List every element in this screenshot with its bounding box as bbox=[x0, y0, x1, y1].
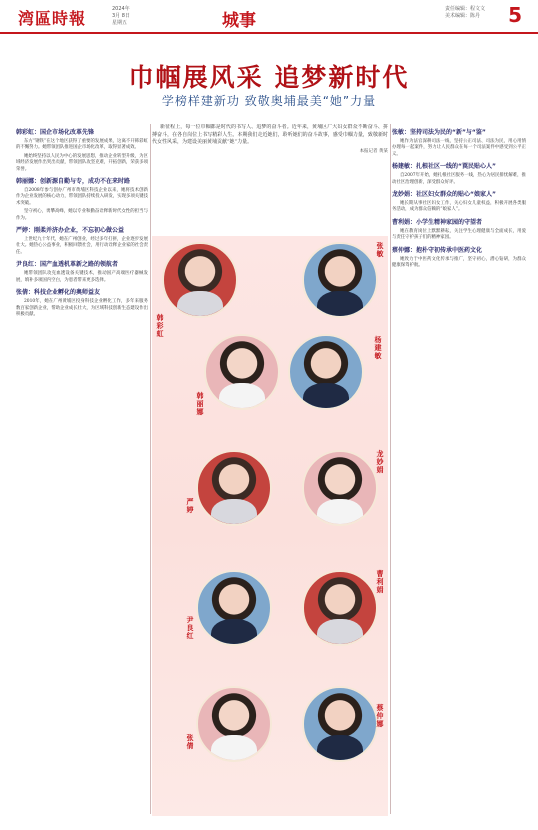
portrait-photo bbox=[288, 334, 364, 410]
section-title: 城事 bbox=[222, 11, 256, 31]
article-heading: 张敏：坚持司法为民的“新”与“鉴” bbox=[392, 129, 486, 136]
newspaper-logo: 湾區時報 bbox=[18, 9, 87, 28]
article-paragraph: 自2007年开始，她扎根社区服务一线，热心为居民排忧解难，推动社区治理创新，深受群众好评。 bbox=[392, 173, 526, 185]
issue-line: 2024年 bbox=[112, 6, 130, 12]
article-paragraph: 她长期从事社区妇女工作，关心妇女儿童权益，积极开展各类服务活动，成为群众信赖的“娘家人”。 bbox=[392, 201, 526, 213]
page-subheadline: 学榜样建新功 致敬奥埔最美“她”力量 bbox=[161, 94, 377, 108]
portrait-photo bbox=[196, 686, 272, 762]
article-paragraph: 自2008年参与创办广州市黄埔区科技企业以来，她将技术创新作为企业发展的核心动力，带领团队持续投入研发，实现多项关键技术突破。 bbox=[16, 188, 148, 206]
portrait-name: 韩彩虹 bbox=[156, 314, 164, 338]
issue-date bbox=[112, 6, 172, 27]
left-column bbox=[16, 124, 148, 814]
portrait-name: 张倩 bbox=[186, 734, 194, 750]
article-paragraph: 上世纪九十年代，她在广州创业，经过多年打拼，企业逐步发展壮大。她热心公益事业，积极回馈社会，用行动诠释企业家的社会责任。 bbox=[16, 237, 148, 255]
editor-line: 责任编辑：程文文 bbox=[445, 6, 486, 12]
editor-line: 美术编辑：陈丹 bbox=[445, 13, 481, 19]
portrait-photo bbox=[204, 334, 280, 410]
article-paragraph: 东方“钢铁”在这个地区获得了重要的发展成果，这离不开韩彩虹的不懈努力。她带领团队推进国企市场化改革，取得显著成效。 bbox=[16, 139, 148, 151]
article-paragraph: 她作为法官深耕司法一线，坚持公正司法、司法为民，用心用情办理每一起案件，努力让人民群众在每一个司法案件中感受到公平正义。 bbox=[392, 139, 526, 157]
page-headline: 巾帼展风采 追梦新时代 bbox=[128, 63, 410, 92]
portrait-name: 韩丽娜 bbox=[196, 392, 204, 416]
portrait-name: 杨建敏 bbox=[374, 336, 382, 360]
article-heading: 曹利娟：小学生精神家园的守望者 bbox=[392, 218, 483, 226]
intro-block bbox=[152, 124, 388, 234]
article-heading: 韩彩虹：国企市场化改革先锋 bbox=[16, 129, 95, 136]
issue-line: 星期五 bbox=[112, 20, 128, 26]
portrait-photo bbox=[196, 450, 272, 526]
portrait-name: 曹利娟 bbox=[376, 570, 384, 594]
article-paragraph: 2010年，她在广州黄埔区投身科技企业孵化工作，多年来服务数百家创新企业，帮助企业成长壮大，为区域科技创新生态建设作出积极贡献。 bbox=[16, 299, 148, 317]
article-heading: 严婷：刚柔并济办企业，不忘初心做公益 bbox=[16, 227, 125, 235]
article-heading: 龙妙娟：社区妇女群众的贴心“娘家人” bbox=[392, 191, 496, 199]
article-heading: 尹良红：国产血透机革新之路的领航者 bbox=[16, 261, 119, 269]
portrait-photo bbox=[162, 242, 238, 318]
portrait-name: 尹良红 bbox=[186, 616, 194, 640]
portrait-photo bbox=[302, 686, 378, 762]
masthead bbox=[0, 0, 538, 34]
article-heading: 韩丽娜：创新源自勤与专，成功不在来时路 bbox=[16, 178, 131, 186]
portrait-photo bbox=[196, 570, 272, 646]
portrait-name: 严婷 bbox=[186, 498, 194, 514]
editor-credits bbox=[445, 6, 505, 20]
intro-paragraph: 新征程上，每一位巾帼都是时代的书写人、追梦的奋斗者。近年来，黄埔区广大妇女群众不断奋斗、拼搏奋斗，在各自岗位上书写精彩人生。本期我们走近她们，聆听她们的奋斗故事，感受巾帼力量，致敬新时代女性风采，为建设美丽黄埔贡献“她”力量。 bbox=[152, 124, 388, 145]
right-column bbox=[392, 124, 526, 814]
portrait-photo bbox=[302, 570, 378, 646]
portrait-gallery bbox=[152, 236, 388, 816]
portrait-name: 蔡仲娜 bbox=[376, 704, 384, 728]
portrait-photo bbox=[302, 450, 378, 526]
issue-line: 3月 8日 bbox=[112, 13, 130, 19]
column-divider bbox=[150, 124, 151, 814]
article-paragraph: 她在教育岗位上默默耕耘，关注学生心理健康与全面成长，用爱与责任守护孩子们的精神家园。 bbox=[392, 228, 526, 241]
portrait-name: 龙妙娟 bbox=[376, 450, 384, 474]
column-divider bbox=[390, 124, 391, 814]
article-paragraph: 她始终坚持以人民为中心的发展思想，推动企业转型升级，为区域经济发展作出突出贡献，带领团队攻坚克难，开拓创新，荣获多项荣誉。 bbox=[16, 153, 148, 172]
byline: 本报记者 黄某 bbox=[359, 148, 388, 154]
article-heading: 张倩：科技企业孵化的奥师益友 bbox=[16, 289, 101, 297]
article-heading: 蔡仲娜：抱朴守初传承中医药文化 bbox=[392, 246, 483, 254]
article-paragraph: 她带领团队攻克血透设备关键技术，推动国产高端医疗器械发展，填补多项国内空白，为患者带来更多选择。 bbox=[16, 271, 148, 283]
portrait-photo bbox=[302, 242, 378, 318]
article-heading: 杨建敏：扎根社区一线的“罠民贴心人” bbox=[392, 163, 496, 171]
portrait-name: 张敏 bbox=[376, 242, 384, 258]
article-paragraph: 坚守初心，勇攀高峰，她以专业和勤奋诠释新时代女性的担当与作为。 bbox=[16, 209, 148, 221]
page-number: 5 bbox=[508, 3, 522, 27]
article-paragraph: 她致力于中医药文化传承与推广，坚守初心，潜心钻研，为群众健康保驾护航。 bbox=[392, 256, 526, 269]
